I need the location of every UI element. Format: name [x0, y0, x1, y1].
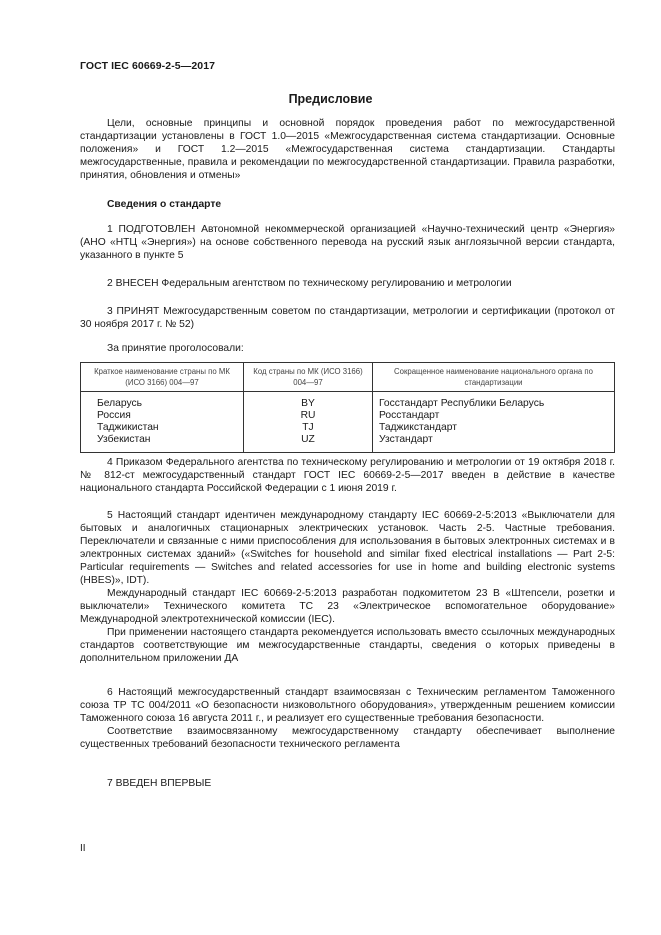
standards-body: Узстандарт: [379, 434, 433, 445]
item-5: [80, 509, 615, 665]
item-4: [80, 456, 615, 495]
vote-label: За принятие проголосовали:: [107, 343, 244, 354]
item-5-developer-text: Международный стандарт IEC 60669-2-5:2013 разработан подкомитетом 23 В «Штепсели, розетки и выключатели» Технического комитета ТС 23 «Электрическое вспомогательное оборудование» Международной электротехнической комиссии (IEC).: [80, 588, 615, 625]
table-row: [81, 422, 615, 434]
item-3-text: 3 ПРИНЯТ Межгосударственным советом по стандартизации, метрологии и сертификации (протокол от 30 ноября 2017 г. № 52): [80, 306, 615, 330]
country-name: Россия: [81, 410, 244, 422]
country-code: RU: [244, 410, 373, 422]
table-row: [81, 392, 615, 411]
page-title: Предисловие: [288, 92, 373, 106]
item-2-text: 2 ВНЕСЕН Федеральным агентством по техническому регулированию и метрологии: [107, 278, 512, 289]
item-5-reference-text: При применении настоящего стандарта рекомендуется использовать вместо ссылочных международных стандартов соответствующие им межгосударственные стандарты, сведения о которых приведены в дополнительном приложении ДА: [80, 627, 615, 664]
country-code: BY: [244, 392, 373, 411]
item-6-compliance-text: Соответствие взаимосвязанному межгосударственному стандарту обеспечивает выполнение существенных требований безопасности технического регламента: [80, 726, 615, 750]
page-number: II: [80, 843, 86, 854]
header-code: Код страны по МК (ИСО 3166) 004—97: [244, 363, 373, 392]
item-5-text: 5 Настоящий стандарт идентичен международному стандарту IEC 60669-2-5:2013 «Выключатели для бытовых и аналогичных стационарных электрических установок. Часть 2-5. Частные требования. Переключатели и связанные с ними приспособления для использования в бытовых электронных системах и в электронных системах зданий» («Switches for household and similar fixed electrical installations — Part 2-5: Particular requirements — Switches and related accessories for use in home and building electronic systems (HBES)», IDT).: [80, 510, 615, 586]
item-6: [80, 686, 615, 751]
item-3: [80, 305, 615, 331]
table-header-row: [81, 363, 615, 392]
header-body: Сокращенное наименование национального органа по стандартизации: [373, 363, 615, 392]
standards-body: Таджикстандарт: [379, 422, 457, 433]
item-2: [80, 277, 615, 290]
standards-body: Росстандарт: [379, 410, 440, 421]
item-1-text: 1 ПОДГОТОВЛЕН Автономной некоммерческой организацией «Научно-технический центр «Энергия» (АНО «НТЦ «Энергия») на основе собственного перевода на русский язык англоязычной версии стандарта, указанного в пункте 5: [80, 224, 615, 261]
intro-text: Цели, основные принципы и основной порядок проведения работ по межгосударственной стандартизации установлены в ГОСТ 1.0—2015 «Межгосударственная система стандартизации. Основные положения» и ГОСТ 1.2—2015 «Межгосударственная система стандартизации. Стандарты межгосударственные, правила и рекомендации по межгосударственной стандартизации. Правила разработки, принятия, обновления и отмены»: [80, 118, 615, 181]
country-code: UZ: [244, 434, 373, 453]
item-6-text: 6 Настоящий межгосударственный стандарт взаимосвязан с Техническим регламентом Таможенного союза ТР ТС 004/2011 «О безопасности низковольтного оборудования», утвержденным решением комиссии Таможенного союза 16 августа 2011 г., и реализует его существенные требования безопасности.: [80, 687, 615, 724]
item-1: [80, 223, 615, 262]
standards-body: Госстандарт Республики Беларусь: [379, 398, 545, 409]
table-row: [81, 410, 615, 422]
table-row: [81, 434, 615, 453]
section-heading: Сведения о стандарте: [107, 199, 222, 210]
header-country: Краткое наименование страны по МК (ИСО 3166) 004—97: [81, 363, 244, 392]
country-name: Беларусь: [81, 392, 244, 411]
countries-table: [80, 362, 615, 453]
intro-paragraph: [80, 117, 615, 182]
item-4-text: 4 Приказом Федерального агентства по техническому регулированию и метрологии от 19 октября 2018 г. № 812-ст межгосударственный стандарт ГОСТ IEC 60669-2-5—2017 введен в действие в качестве национального стандарта Российской Федерации с 1 июня 2019 г.: [80, 457, 615, 494]
country-code: TJ: [244, 422, 373, 434]
document-code: ГОСТ IEC 60669-2-5—2017: [80, 60, 216, 72]
country-name: Узбекистан: [81, 434, 244, 453]
country-name: Таджикистан: [81, 422, 244, 434]
item-7: [80, 777, 615, 790]
item-7-text: 7 ВВЕДЕН ВПЕРВЫЕ: [107, 778, 212, 789]
